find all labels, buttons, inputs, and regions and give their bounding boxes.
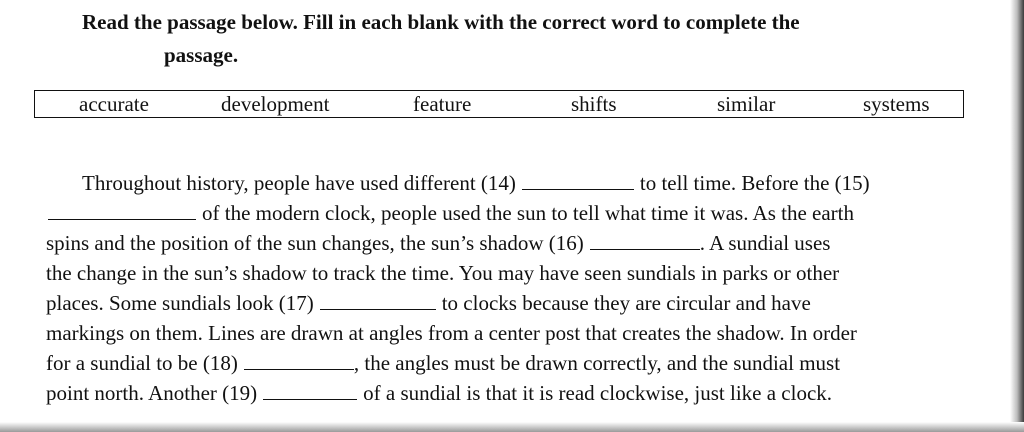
passage-line [46, 288, 811, 318]
passage-text: places. Some sundials look (17) [46, 291, 314, 315]
word-bank-item: feature [413, 92, 472, 116]
passage-line [46, 198, 854, 228]
scan-edge-shadow [0, 422, 1024, 432]
passage-text: the change in the sun’s shadow to track the time. You may have seen sundials in parks or other [46, 261, 840, 285]
passage-text: for a sundial to be (18) [46, 351, 238, 375]
word-bank-item: shifts [571, 92, 617, 116]
blank-17[interactable] [320, 289, 436, 310]
passage-text: of the modern clock, people used the sun to tell what time it was. As the earth [202, 201, 855, 225]
passage-line [46, 258, 839, 288]
passage-line [46, 378, 832, 408]
passage-text: point north. Another (19) [46, 381, 258, 405]
word-bank-box [34, 90, 964, 118]
blank-15[interactable] [48, 199, 196, 220]
blank-14[interactable] [522, 169, 634, 190]
passage-text: spins and the position of the sun changes, the sun’s shadow (16) [46, 231, 584, 255]
passage-text: to tell time. Before the (15) [639, 171, 870, 195]
blank-19[interactable] [263, 379, 357, 400]
instruction-line-2: passage. [164, 43, 239, 67]
scan-edge-shadow [1010, 0, 1024, 432]
passage-text: markings on them. Lines are drawn at angles from a center post that creates the shadow. In order [46, 321, 857, 345]
blank-16[interactable] [590, 229, 700, 250]
instruction-line-1: Read the passage below. Fill in each blank with the correct word to complete the [82, 10, 800, 34]
word-bank-item: accurate [79, 92, 149, 116]
passage-line [46, 318, 857, 348]
passage-line [82, 168, 870, 198]
passage-line [46, 348, 840, 378]
passage-line [46, 228, 830, 258]
passage-text: Throughout history, people have used different (14) [82, 171, 516, 195]
passage-text: . A sundial uses [699, 231, 831, 255]
instruction-heading [82, 6, 962, 72]
blank-18[interactable] [244, 349, 354, 370]
word-bank-item: development [221, 92, 330, 116]
word-bank-item: systems [863, 92, 930, 116]
passage-text: , the angles must be drawn correctly, and the sundial must [353, 351, 841, 375]
word-bank-item: similar [717, 92, 776, 116]
passage-text: of a sundial is that it is read clockwise, just like a clock. [363, 381, 833, 405]
passage-text: to clocks because they are circular and have [441, 291, 811, 315]
